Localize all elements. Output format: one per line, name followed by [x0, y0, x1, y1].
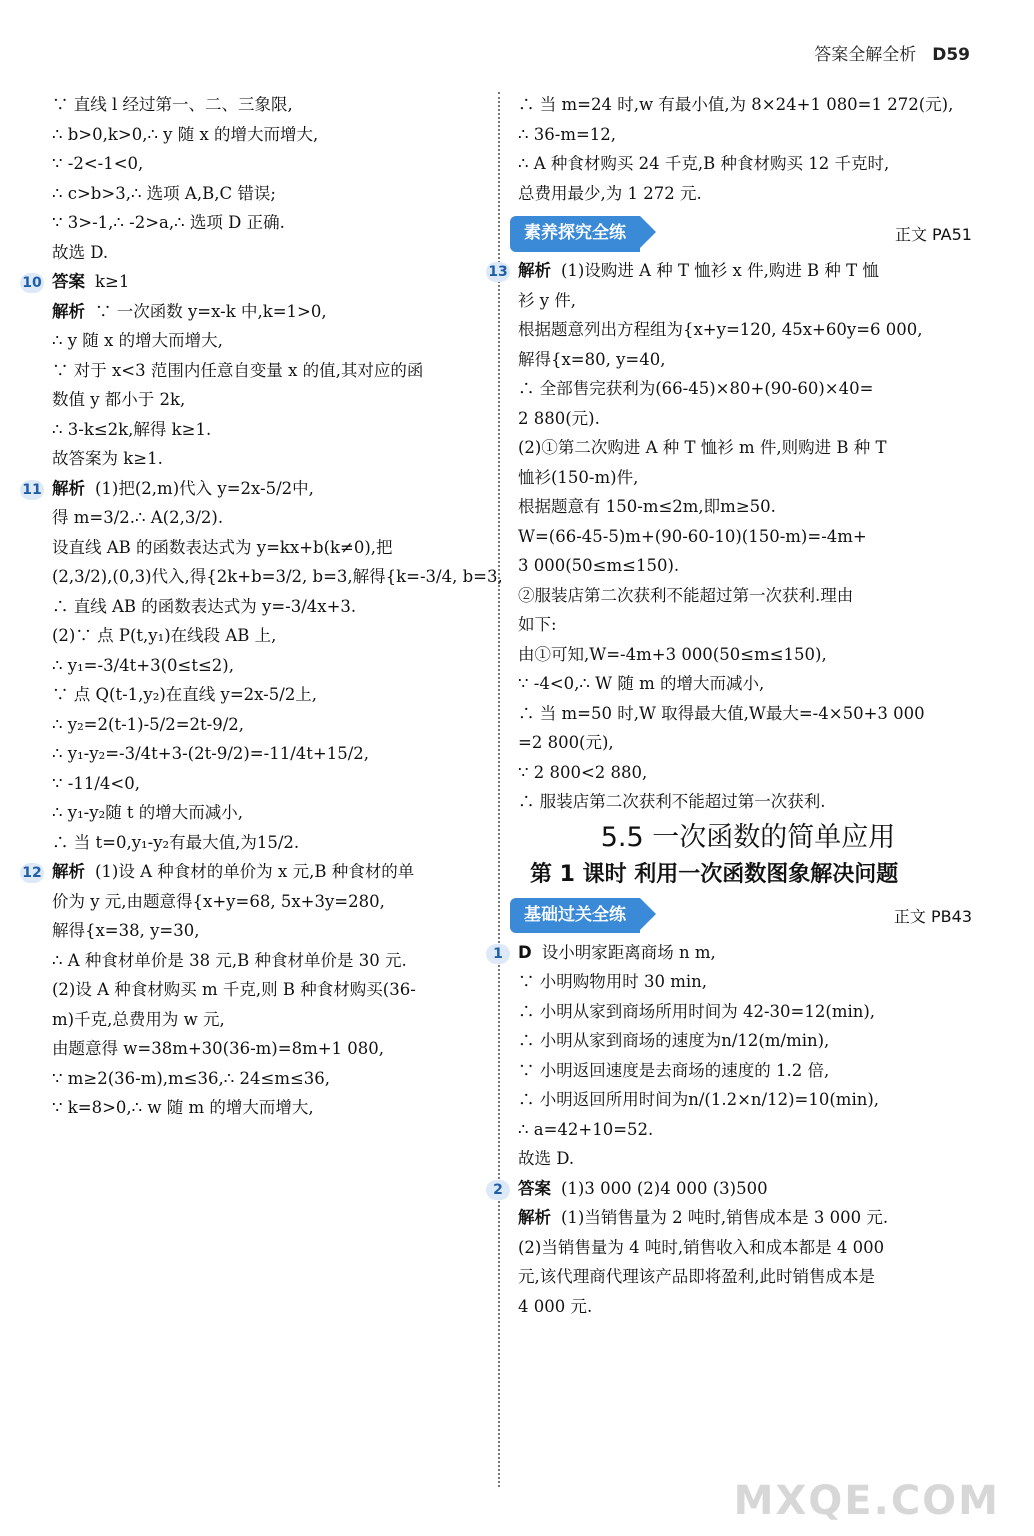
- header-title: 答案全解全析: [814, 45, 917, 65]
- banner-label: 基础过关全练: [510, 898, 640, 934]
- line-text: (1)3 000 (2)4 000 (3)500: [561, 1178, 768, 1198]
- right-mid-block: [488, 256, 978, 817]
- question-number-badge: 1: [486, 944, 510, 964]
- text-line: [518, 120, 978, 150]
- text-line: [52, 1005, 484, 1035]
- line-text: k≥1: [95, 272, 130, 291]
- line-text: 3 000(50≤m≤150).: [518, 556, 680, 575]
- line-text: 故答案为 k≥1.: [52, 449, 163, 468]
- line-text: ∴ 小明从家到商场的速度为n/12(m/min),: [518, 1031, 830, 1050]
- line-text: 恤衫(150-m)件,: [518, 467, 639, 487]
- text-line: [52, 208, 484, 238]
- text-line: [52, 975, 484, 1005]
- answer-tag: 解析: [518, 1208, 551, 1227]
- line-text: (2)设 A 种食材购买 m 千克,则 B 种食材购买(36-: [52, 980, 416, 999]
- line-text: ∴ 3-k≤2k,解得 k≥1.: [52, 419, 212, 439]
- line-text: ∵ 直线 l 经过第一、二、三象限,: [52, 95, 293, 114]
- text-line: [52, 710, 484, 740]
- line-text: 根据题意有 150-m≤2m,即m≥50.: [518, 497, 776, 516]
- text-line: [52, 149, 484, 179]
- question-number-badge: 2: [486, 1180, 510, 1200]
- line-text: ∵ 点 Q(t-1,y₂)在直线 y=2x-5/2上,: [52, 685, 318, 704]
- text-line: [518, 1292, 978, 1322]
- banner-jichu: [510, 898, 978, 932]
- text-line: [518, 551, 978, 581]
- text-line: [52, 1064, 484, 1094]
- text-line: [518, 179, 978, 209]
- text-line: [493, 1174, 978, 1204]
- text-line: [518, 345, 978, 375]
- text-line: [22, 474, 484, 504]
- text-line: [52, 828, 484, 858]
- watermark: MXQE.COM: [733, 1478, 1000, 1524]
- text-line: [493, 938, 978, 968]
- line-text: ②服装店第二次获利不能超过第一次获利.理由: [518, 585, 854, 605]
- banner-ref: 正文 PB43: [893, 906, 972, 926]
- line-text: ∴ 小明返回所用时间为n/(1.2×n/12)=10(min),: [518, 1090, 880, 1109]
- right-bottom-block: [493, 938, 978, 1322]
- line-text: ∵ 小明购物用时 30 min,: [518, 972, 708, 991]
- line-text: ∴ 服装店第二次获利不能超过第一次获利.: [518, 792, 826, 811]
- section-title: 5.5 一次函数的简单应用: [600, 821, 896, 853]
- text-line: [52, 769, 484, 799]
- line-text: ∴ 全部售完获利为(66-45)×80+(90-60)×40=: [518, 379, 874, 398]
- text-line: [518, 967, 978, 997]
- text-line: [518, 1115, 978, 1145]
- line-text: ∴ 当 m=50 时,W 取得最大值,W最大=-4×50+3 000: [518, 703, 925, 723]
- text-line: [52, 651, 484, 681]
- text-line: [52, 503, 484, 533]
- text-line: [518, 315, 978, 345]
- line-text: 元,该代理商代理该产品即将盈利,此时销售成本是: [518, 1267, 875, 1286]
- text-line: [518, 1262, 978, 1292]
- line-text: (1)设 A 种食材的单价为 x 元,B 种食材的单: [95, 862, 415, 881]
- right-top-block: [518, 90, 978, 208]
- banner-label: 素养探究全练: [510, 216, 640, 252]
- answer-tag: 答案: [52, 272, 85, 291]
- text-line: [518, 1026, 978, 1056]
- line-text: 根据题意列出方程组为{x+y=120, 45x+60y=6 000,: [518, 320, 923, 339]
- line-text: ∴ y₂=2(t-1)-5/2=2t-9/2,: [52, 714, 245, 734]
- line-text: 故选 D.: [518, 1149, 575, 1168]
- text-line: [22, 267, 484, 297]
- line-text: ∴ 36-m=12,: [518, 124, 617, 144]
- page-header: [814, 40, 970, 65]
- line-text: 由题意得 w=38m+30(36-m)=8m+1 080,: [52, 1039, 385, 1058]
- banner-ref: 正文 PA51: [894, 225, 972, 244]
- line-text: 4 000 元.: [518, 1296, 593, 1316]
- line-text: 设直线 AB 的函数表达式为 y=kx+b(k≠0),把: [52, 537, 393, 557]
- line-text: 数值 y 都小于 2k,: [52, 390, 186, 409]
- text-line: [52, 798, 484, 828]
- line-text: 解得{x=38, y=30,: [52, 921, 200, 940]
- line-text: (2)当销售量为 4 吨时,销售收入和成本都是 4 000: [518, 1237, 885, 1257]
- text-line: [518, 404, 978, 434]
- line-text: m)千克,总费用为 w 元,: [52, 1009, 225, 1029]
- line-text: 价为 y 元,由题意得{x+y=68, 5x+3y=280,: [52, 891, 385, 911]
- text-line: [518, 1233, 978, 1263]
- text-line: [518, 1056, 978, 1086]
- text-line: [518, 1144, 978, 1174]
- text-line: [518, 1203, 978, 1233]
- text-line: [518, 1085, 978, 1115]
- left-column: [22, 90, 503, 1123]
- line-text: ∴ y 随 x 的增大而增大,: [52, 331, 223, 350]
- line-text: 衫 y 件,: [518, 290, 577, 310]
- line-text: ∴ y₁=-3/4t+3(0≤t≤2),: [52, 655, 234, 675]
- lesson-title: 第 1 课时 利用一次函数图象解决问题: [530, 862, 899, 887]
- text-line: [52, 120, 484, 150]
- text-line: [52, 739, 484, 769]
- text-line: [52, 90, 484, 120]
- line-text: ∴ y₁-y₂随 t 的增大而减小,: [52, 803, 244, 822]
- text-line: [518, 640, 978, 670]
- page-number: D59: [932, 45, 970, 65]
- line-text: (2,3/2),(0,3)代入,得{2k+b=3/2, b=3,解得{k=-3/4, b=3,: [52, 567, 503, 586]
- line-text: 总费用最少,为 1 272 元.: [518, 183, 702, 203]
- text-line: [52, 1034, 484, 1064]
- text-line: [52, 621, 484, 651]
- text-line: [52, 415, 484, 445]
- banner-suyang: [510, 216, 978, 250]
- line-text: ∴ 直线 AB 的函数表达式为 y=-3/4x+3.: [52, 596, 357, 616]
- line-text: ∴ A 种食材单价是 38 元,B 种食材单价是 30 元.: [52, 950, 407, 970]
- right-column: [488, 90, 978, 1321]
- line-text: 设小明家距离商场 n m,: [541, 942, 716, 962]
- line-text: 解得{x=80, y=40,: [518, 349, 666, 369]
- text-line: [22, 857, 484, 887]
- text-line: [52, 326, 484, 356]
- text-line: [518, 492, 978, 522]
- line-text: 由①可知,W=-4m+3 000(50≤m≤150),: [518, 644, 827, 664]
- text-line: [518, 610, 978, 640]
- text-line: [518, 522, 978, 552]
- line-text: =2 800(元),: [518, 733, 614, 752]
- line-text: 得 m=3/2.∴ A(2,3/2).: [52, 508, 224, 527]
- text-line: [518, 90, 978, 120]
- line-text: 如下:: [518, 615, 557, 634]
- text-line: [52, 238, 484, 268]
- line-text: ∴ b>0,k>0,∴ y 随 x 的增大而增大,: [52, 124, 319, 144]
- line-text: ∴ 当 m=24 时,w 有最小值,为 8×24+1 080=1 272(元),: [518, 95, 954, 114]
- text-line: [52, 946, 484, 976]
- line-text: W=(66-45-5)m+(90-60-10)(150-m)=-4m+: [518, 526, 867, 546]
- line-text: ∵ 3>-1,∴ -2>a,∴ 选项 D 正确.: [52, 213, 285, 232]
- text-line: [52, 680, 484, 710]
- text-line: [52, 385, 484, 415]
- text-line: [52, 1093, 484, 1123]
- column-divider: [498, 92, 500, 1487]
- text-line: [518, 581, 978, 611]
- text-line: [518, 997, 978, 1027]
- question-number-badge: 12: [20, 863, 44, 883]
- line-text: 故选 D.: [52, 242, 109, 262]
- line-text: (2)①第二次购进 A 种 T 恤衫 m 件,则购进 B 种 T: [518, 438, 887, 457]
- question-number-badge: 10: [20, 273, 44, 293]
- text-line: [52, 179, 484, 209]
- text-line: [52, 533, 484, 563]
- answer-tag: 解析: [518, 261, 551, 280]
- line-text: ∵ 一次函数 y=x-k 中,k=1>0,: [95, 301, 327, 321]
- answer-tag: D: [518, 942, 532, 962]
- text-line: [518, 433, 978, 463]
- line-text: ∵ -4<0,∴ W 随 m 的增大而减小,: [518, 674, 765, 693]
- text-line: [518, 758, 978, 788]
- line-text: (1)当销售量为 2 吨时,销售成本是 3 000 元.: [561, 1208, 889, 1227]
- text-line: [52, 356, 484, 386]
- line-text: (1)把(2,m)代入 y=2x-5/2中,: [95, 478, 314, 498]
- text-line: [518, 669, 978, 699]
- answer-tag: 解析: [52, 478, 85, 498]
- line-text: ∵ -2<-1<0,: [52, 154, 144, 173]
- text-line: [52, 916, 484, 946]
- line-text: ∴ A 种食材购买 24 千克,B 种食材购买 12 千克时,: [518, 154, 890, 173]
- text-line: [52, 562, 503, 592]
- text-line: [52, 297, 484, 327]
- text-line: [518, 374, 978, 404]
- line-text: (2)∵ 点 P(t,y₁)在线段 AB 上,: [52, 626, 277, 645]
- line-text: ∵ 对于 x<3 范围内任意自变量 x 的值,其对应的函: [52, 360, 424, 380]
- text-line: [518, 699, 978, 729]
- line-text: ∵ -11/4<0,: [52, 773, 140, 793]
- answer-tag: 解析: [52, 862, 85, 881]
- line-text: ∵ 小明返回速度是去商场的速度的 1.2 倍,: [518, 1060, 830, 1080]
- line-text: 2 880(元).: [518, 408, 600, 428]
- line-text: ∴ a=42+10=52.: [518, 1119, 654, 1139]
- question-number-badge: 11: [20, 480, 44, 500]
- text-line: [518, 787, 978, 817]
- line-text: ∵ m≥2(36-m),m≤36,∴ 24≤m≤36,: [52, 1068, 331, 1088]
- text-line: [518, 286, 978, 316]
- text-line: [518, 728, 978, 758]
- line-text: ∴ y₁-y₂=-3/4t+3-(2t-9/2)=-11/4t+15/2,: [52, 744, 370, 763]
- line-text: (1)设购进 A 种 T 恤衫 x 件,购进 B 种 T 恤: [561, 261, 879, 280]
- line-text: ∴ 当 t=0,y₁-y₂有最大值,为15/2.: [52, 832, 300, 852]
- text-line: [518, 463, 978, 493]
- text-line: [52, 887, 484, 917]
- line-text: ∴ 小明从家到商场所用时间为 42-30=12(min),: [518, 1001, 876, 1021]
- line-text: ∵ k=8>0,∴ w 随 m 的增大而增大,: [52, 1098, 314, 1117]
- line-text: ∴ c>b>3,∴ 选项 A,B,C 错误;: [52, 183, 276, 203]
- answer-tag: 解析: [52, 301, 85, 321]
- line-text: ∵ 2 800<2 880,: [518, 762, 648, 782]
- text-line: [52, 444, 484, 474]
- answer-tag: 答案: [518, 1178, 551, 1198]
- text-line: [52, 592, 484, 622]
- text-line: [518, 149, 978, 179]
- text-line: [488, 256, 978, 286]
- question-number-badge: 13: [486, 262, 510, 282]
